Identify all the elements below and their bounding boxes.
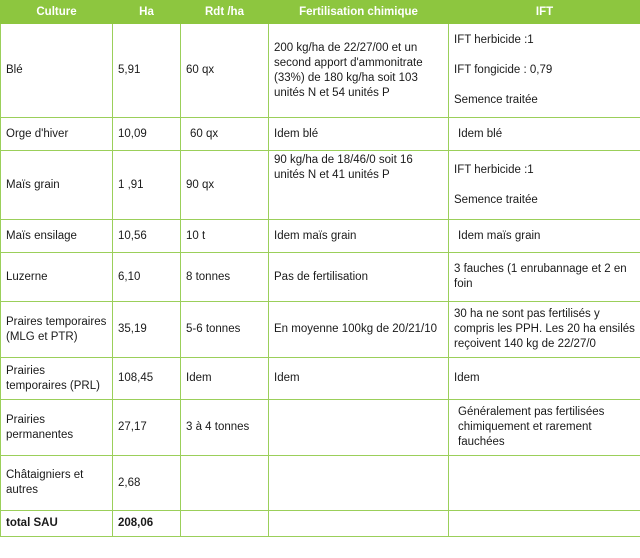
cell-fert: Idem: [269, 358, 449, 400]
cell-rdt: 5-6 tonnes: [181, 302, 269, 358]
cell-ift: [449, 456, 640, 511]
header-rdt: Rdt /ha: [181, 1, 269, 24]
cell-rdt: [181, 456, 269, 511]
cell-fert: En moyenne 100kg de 20/21/10: [269, 302, 449, 358]
cell-ift: Idem maïs grain: [449, 220, 640, 253]
cell-culture: Orge d'hiver: [1, 118, 113, 151]
cell-fert: 200 kg/ha de 22/27/00 et un second apport d'ammonitrate (33%) de 180 kg/ha soit 103 unités N et 54 unités P: [269, 24, 449, 118]
cell-ift: 3 fauches (1 enrubannage et 2 en foin: [449, 253, 640, 302]
header-fertilisation: Fertilisation chimique: [269, 1, 449, 24]
cell-fert: Pas de fertilisation: [269, 253, 449, 302]
cell-fert: Idem blé: [269, 118, 449, 151]
cell-ha: 35,19: [113, 302, 181, 358]
table-row: [1, 400, 640, 456]
cell-culture: Maïs grain: [1, 151, 113, 220]
cell-ha: 6,10: [113, 253, 181, 302]
table-row: [1, 358, 640, 400]
cell-ift: [449, 511, 640, 537]
header-culture: Culture: [1, 1, 113, 24]
cell-ha: 27,17: [113, 400, 181, 456]
cell-ha: 1 ,91: [113, 151, 181, 220]
cell-rdt: 60 qx: [181, 24, 269, 118]
cell-rdt: 60 qx: [181, 118, 269, 151]
cell-culture: Luzerne: [1, 253, 113, 302]
cell-ift: IFT herbicide :1 Semence traitée: [449, 151, 640, 220]
cell-culture: Prairies temporaires (PRL): [1, 358, 113, 400]
cell-culture: Prairies permanentes: [1, 400, 113, 456]
cell-fert: [269, 400, 449, 456]
table-row: [1, 220, 640, 253]
cell-ha: 108,45: [113, 358, 181, 400]
total-ha: 208,06: [113, 511, 181, 537]
table-row: [1, 24, 640, 118]
cell-rdt: 90 qx: [181, 151, 269, 220]
cell-ha: 2,68: [113, 456, 181, 511]
cell-ha: 10,09: [113, 118, 181, 151]
cell-rdt: 10 t: [181, 220, 269, 253]
header-ha: Ha: [113, 1, 181, 24]
cell-fert: [269, 511, 449, 537]
cell-culture: Châtaigniers et autres: [1, 456, 113, 511]
total-label: total SAU: [1, 511, 113, 537]
cell-ha: 5,91: [113, 24, 181, 118]
cell-fert: [269, 456, 449, 511]
cell-fert: 90 kg/ha de 18/46/0 soit 16 unités N et 41 unités P: [269, 151, 449, 220]
table-row: [1, 456, 640, 511]
cell-rdt: 3 à 4 tonnes: [181, 400, 269, 456]
table-row: [1, 118, 640, 151]
cell-ift: Idem: [449, 358, 640, 400]
cell-rdt: [181, 511, 269, 537]
table-row: [1, 302, 640, 358]
cell-rdt: 8 tonnes: [181, 253, 269, 302]
cell-ift: Généralement pas fertilisées chimiquement et rarement fauchées: [449, 400, 640, 456]
cell-culture: Blé: [1, 24, 113, 118]
total-row: [1, 511, 640, 537]
header-ift: IFT: [449, 1, 640, 24]
cell-ift: 30 ha ne sont pas fertilisés y compris les PPH. Les 20 ha ensilés reçoivent 140 kg de 22/27/0: [449, 302, 640, 358]
cell-fert: Idem maïs grain: [269, 220, 449, 253]
cell-ift: Idem blé: [449, 118, 640, 151]
cell-culture: Maïs ensilage: [1, 220, 113, 253]
table-row: [1, 253, 640, 302]
header-row: [1, 1, 640, 24]
cell-ift: IFT herbicide :1 IFT fongicide : 0,79 Semence traitée: [449, 24, 640, 118]
table-row: [1, 151, 640, 220]
cell-ha: 10,56: [113, 220, 181, 253]
cell-culture: Praires temporaires (MLG et PTR): [1, 302, 113, 358]
cell-rdt: Idem: [181, 358, 269, 400]
